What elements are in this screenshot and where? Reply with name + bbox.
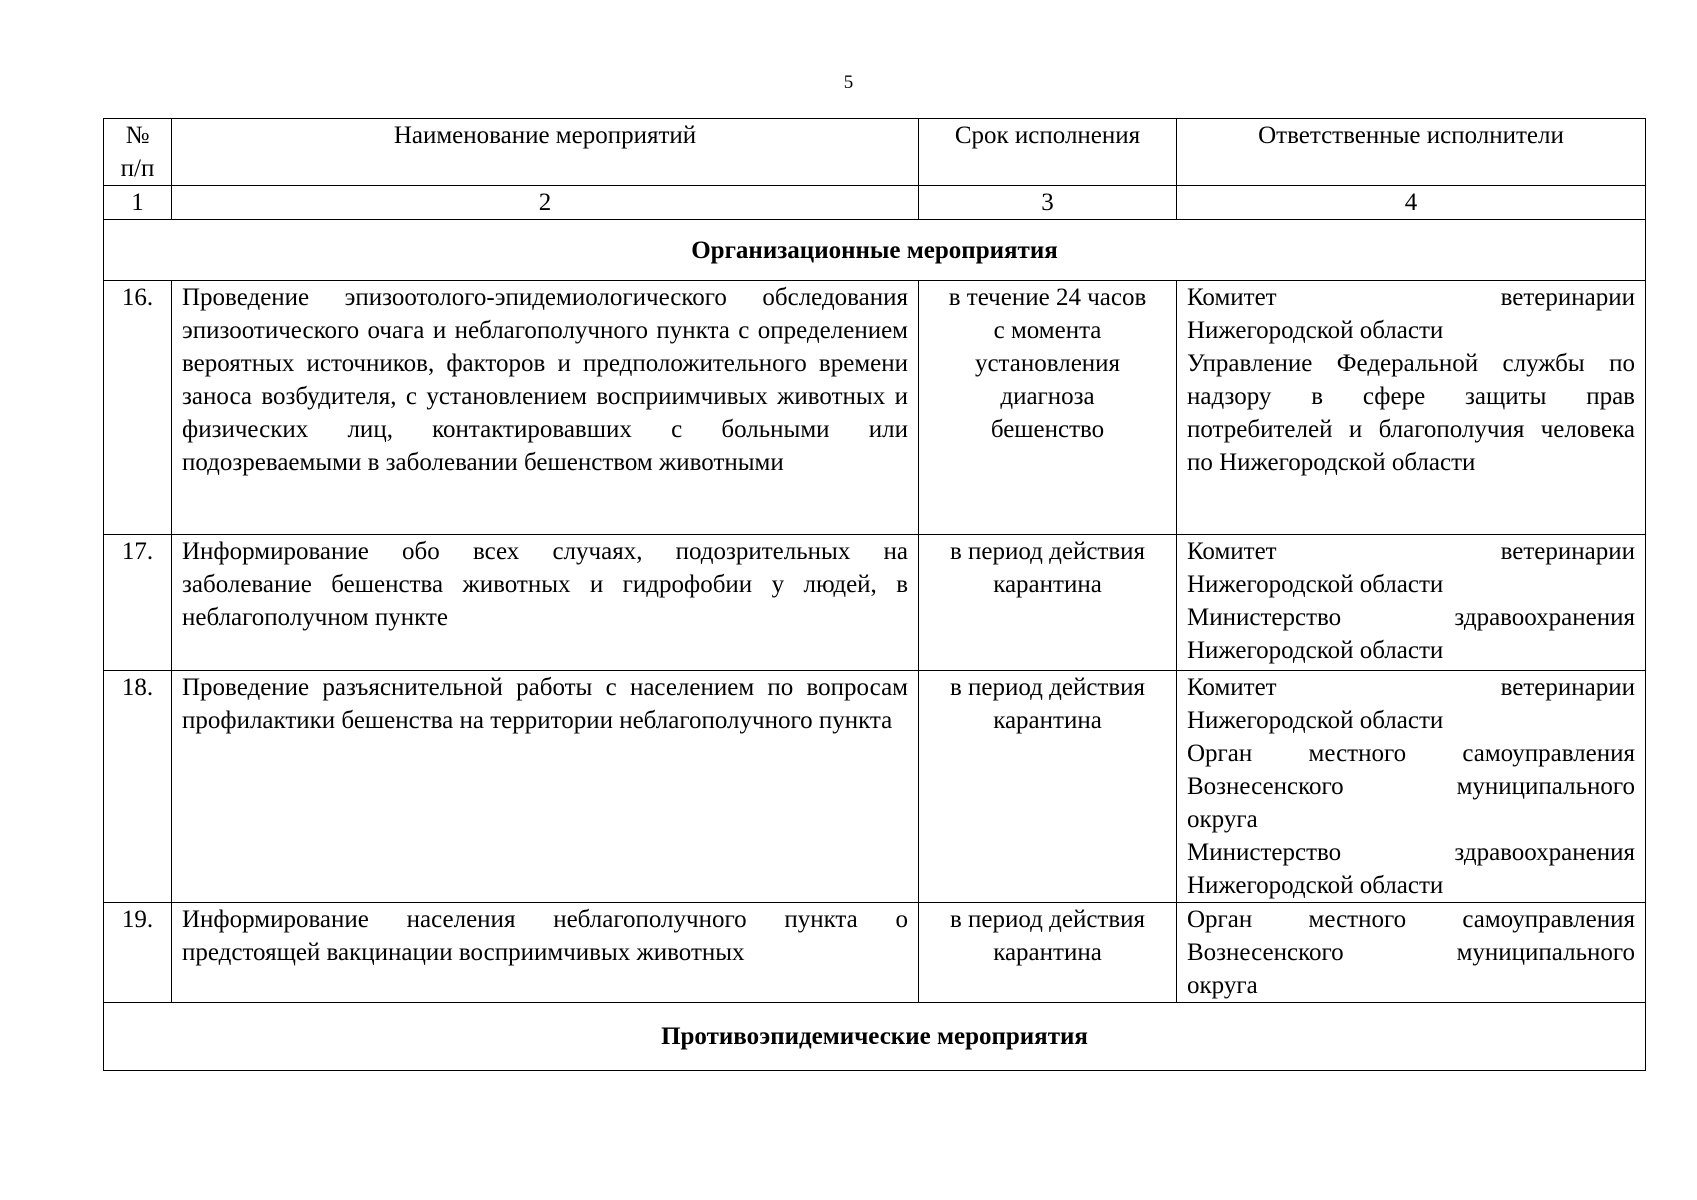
responsible-org: Министерство здравоохранения: [1187, 839, 1635, 866]
row-number: 16.: [104, 281, 172, 535]
responsible-org: Орган местного самоуправления: [1187, 740, 1635, 767]
section-title: Организационные мероприятия: [104, 220, 1646, 281]
measure-name: Информирование населения неблагополучного пункта о предстоящей вакцинации восприимчивых животных: [172, 903, 919, 1003]
measure-term: в период действия карантина: [919, 903, 1177, 1003]
table-header-row: [104, 119, 1646, 186]
measure-responsible: [1177, 535, 1646, 671]
column-number: 3: [919, 186, 1177, 220]
section-title: Противоэпидемические мероприятия: [104, 1003, 1646, 1071]
responsible-org: Нижегородской области: [1187, 872, 1444, 899]
column-number: 2: [172, 186, 919, 220]
header-responsible: Ответственные исполнители: [1177, 119, 1646, 186]
measure-term: в период действия карантина: [919, 535, 1177, 671]
header-name: Наименование мероприятий: [172, 119, 919, 186]
measure-name: Информирование обо всех случаях, подозрительных на заболевание бешенства животных и гидрофобии у людей, в неблагополучном пункте: [172, 535, 919, 671]
column-number: 1: [104, 186, 172, 220]
row-number: 17.: [104, 535, 172, 671]
responsible-org: Комитет ветеринарии: [1187, 674, 1635, 701]
responsible-org: Нижегородской области: [1187, 571, 1444, 598]
responsible-org: Орган местного самоуправления: [1187, 906, 1635, 933]
section-row-antiepidemic: [104, 1003, 1646, 1071]
measure-name: Проведение разъяснительной работы с населением по вопросам профилактики бешенства на территории неблагополучного пункта: [172, 671, 919, 903]
measure-name: Проведение эпизоотолого-эпидемиологического обследования эпизоотического очага и неблагополучного пункта с определением вероятных источников, факторов и предположительного времени заноса возбудителя, с установлением восприимчивых животных и физических лиц, контактировавших с больными или подозреваемыми в заболевании бешенством животными: [172, 281, 919, 535]
responsible-org: Управление Федеральной службы по надзору в сфере защиты прав потребителей и благополучия человека по Нижегородской области: [1187, 350, 1635, 476]
column-number-row: [104, 186, 1646, 220]
header-term: Срок исполнения: [919, 119, 1177, 186]
row-number: 19.: [104, 903, 172, 1003]
measure-term: в период действия карантина: [919, 671, 1177, 903]
page-number: 5: [843, 72, 854, 93]
column-number: 4: [1177, 186, 1646, 220]
responsible-org: Вознесенского муниципального: [1187, 773, 1635, 800]
measure-responsible: [1177, 281, 1646, 535]
header-number: № п/п: [104, 119, 172, 186]
responsible-org: Комитет ветеринарии: [1187, 538, 1635, 565]
responsible-org: Нижегородской области: [1187, 637, 1444, 664]
table-row: [104, 671, 1646, 903]
measure-responsible: [1177, 903, 1646, 1003]
responsible-org: округа: [1187, 972, 1258, 999]
table-row: [104, 281, 1646, 535]
responsible-org: Нижегородской области: [1187, 317, 1444, 344]
table-row: [104, 535, 1646, 671]
measure-responsible: [1177, 671, 1646, 903]
section-row-organizational: [104, 220, 1646, 281]
row-number: 18.: [104, 671, 172, 903]
responsible-org: Министерство здравоохранения: [1187, 604, 1635, 631]
responsible-org: Комитет ветеринарии: [1187, 284, 1635, 311]
responsible-org: Вознесенского муниципального: [1187, 939, 1635, 966]
measures-table: [103, 118, 1646, 1071]
measure-term: в течение 24 часов с момента установления диагноза бешенство: [919, 281, 1177, 535]
responsible-org: Нижегородской области: [1187, 707, 1444, 734]
table-row: [104, 903, 1646, 1003]
responsible-org: округа: [1187, 806, 1258, 833]
